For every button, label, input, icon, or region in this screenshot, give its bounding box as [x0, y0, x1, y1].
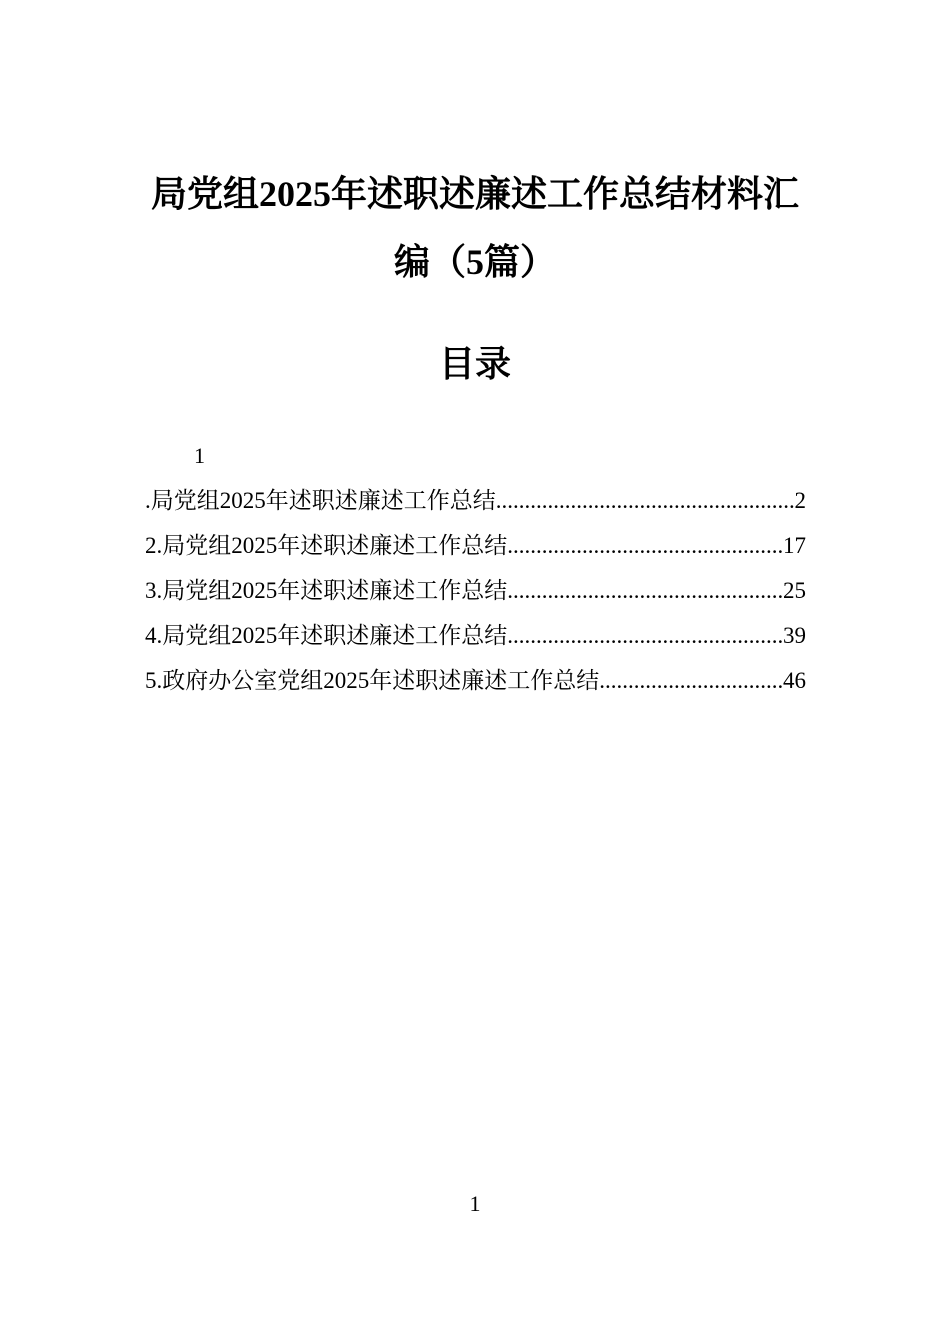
- toc-heading: 目录: [438, 344, 511, 384]
- document-title-line-1: 局党组2025年述职述廉述工作总结材料汇: [150, 174, 799, 214]
- toc-entry-label: 3.局党组2025年述职述廉述工作总结: [145, 578, 508, 603]
- document-title: [130, 160, 820, 296]
- toc-entry[interactable]: [145, 574, 806, 619]
- toc-entry-label: 2.局党组2025年述职述廉述工作总结: [145, 533, 508, 558]
- toc-entry-page: 46: [783, 668, 806, 693]
- toc-entry[interactable]: [145, 619, 806, 664]
- toc-leader-dots: [507, 529, 783, 563]
- toc-entry-page: 2: [794, 488, 806, 513]
- toc-entry-label: 5.政府办公室党组2025年述职述廉述工作总结: [145, 668, 600, 693]
- document-title-line-2: 编（5篇）: [393, 242, 556, 282]
- toc-entry[interactable]: [145, 484, 806, 529]
- toc-entry-page: 25: [783, 578, 806, 603]
- toc-entry-page: 39: [783, 623, 806, 648]
- table-of-contents: [145, 484, 806, 709]
- toc-entry-page: 17: [783, 533, 806, 558]
- page-number: 1: [469, 1191, 481, 1216]
- toc-leader-dots: [507, 619, 783, 653]
- toc-leader-dots: [507, 574, 783, 608]
- toc-entry-label: 4.局党组2025年述职述廉述工作总结: [145, 623, 508, 648]
- toc-entry-label: .局党组2025年述职述廉述工作总结: [145, 488, 496, 513]
- toc-entry[interactable]: [145, 529, 806, 574]
- toc-entry[interactable]: [145, 664, 806, 709]
- toc-stray-number: 1: [194, 443, 205, 468]
- toc-leader-dots: [599, 664, 783, 698]
- toc-leader-dots: [496, 484, 795, 518]
